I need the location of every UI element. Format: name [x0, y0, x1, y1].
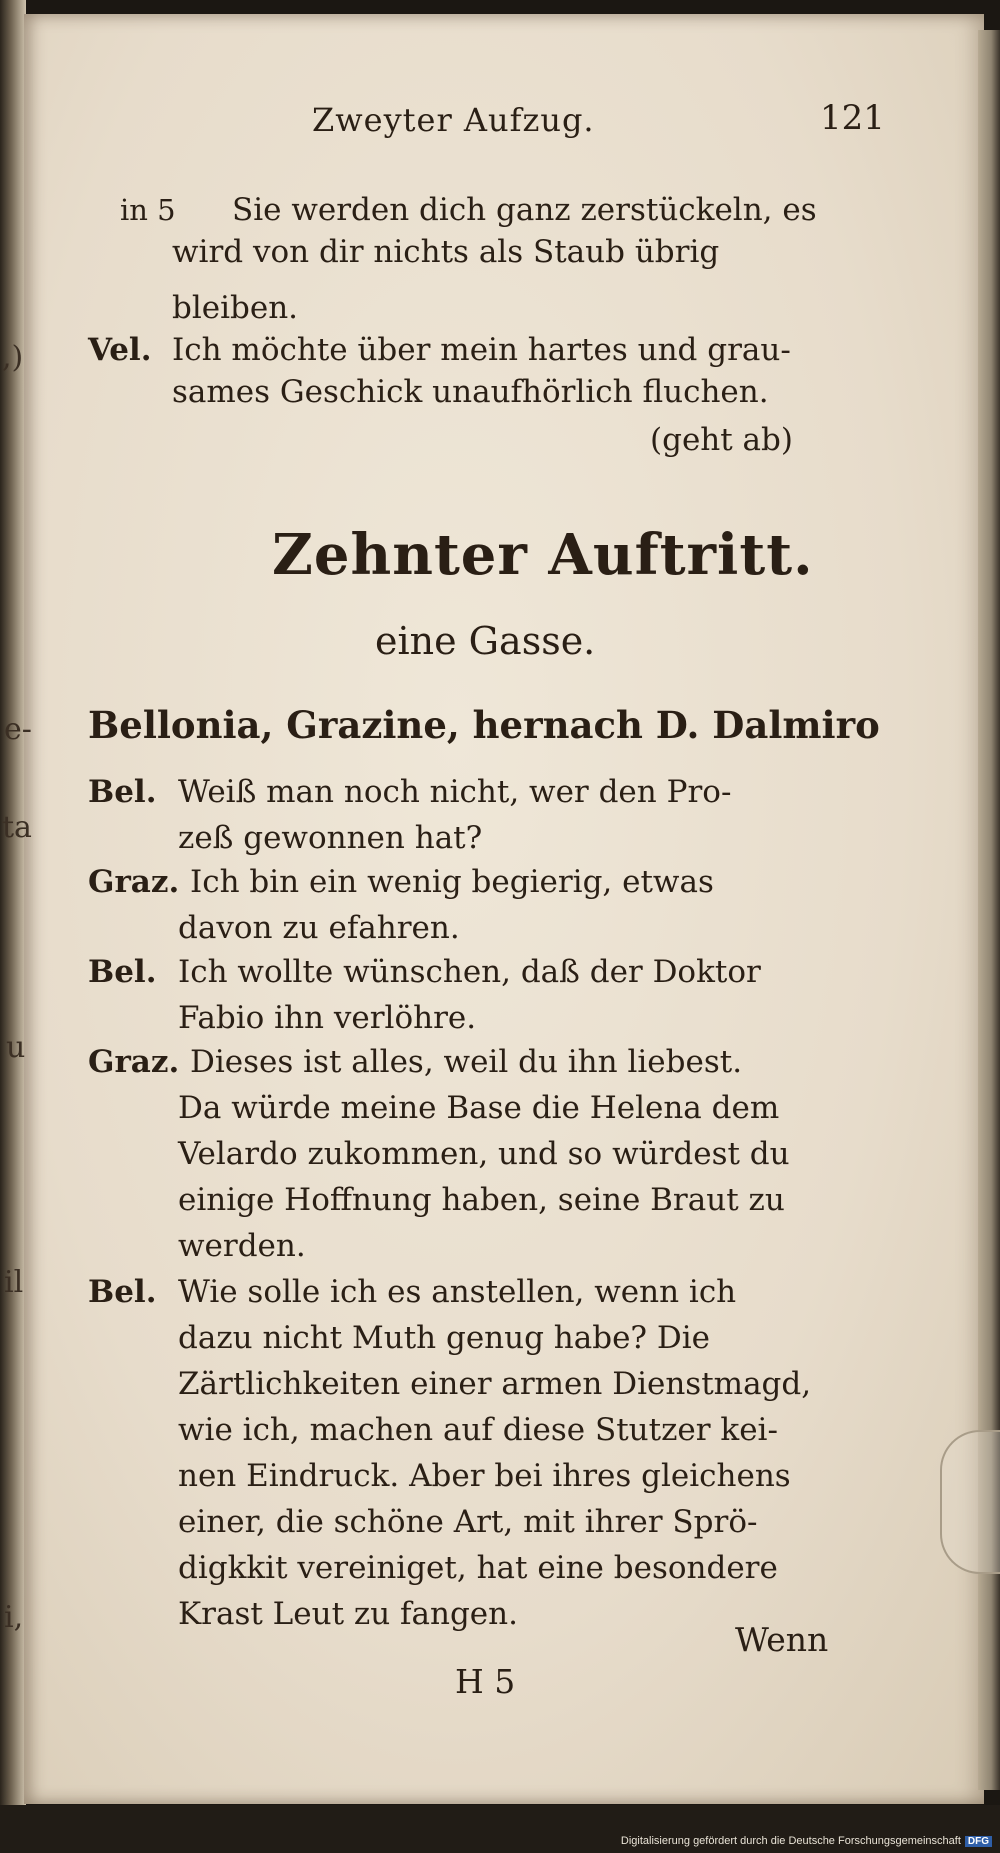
scene-title: Zehnter Auftritt.: [272, 522, 814, 588]
text-line: einer, die schöne Art, mit ihrer Sprö-: [178, 1504, 758, 1540]
speaker-label: Bel.: [88, 774, 157, 810]
text-line: Ich möchte über mein hartes und grau-: [172, 332, 791, 368]
dfg-logo: DFG: [965, 1836, 992, 1847]
running-title: Zweyter Aufzug.: [312, 101, 595, 139]
text-line: dazu nicht Muth genug habe? Die: [178, 1320, 711, 1356]
margin-fragment: ta: [2, 810, 32, 845]
text-line: bleiben.: [172, 290, 299, 326]
text-line: Krast Leut zu fangen.: [178, 1596, 518, 1632]
page-number: 121: [820, 98, 885, 138]
catchword: Wenn: [735, 1620, 829, 1659]
text-line: einige Hoffnung haben, seine Braut zu: [178, 1182, 785, 1218]
text-line: digkkit vereiniget, hat eine besondere: [178, 1550, 778, 1586]
scene-setting: eine Gasse.: [375, 619, 596, 663]
signature-mark: H 5: [455, 1662, 516, 1701]
text-line: Zärtlichkeiten einer armen Dienstmagd,: [178, 1366, 812, 1402]
text-line: Sie werden dich ganz zerstückeln, es: [232, 192, 817, 228]
text-line: Weiß man noch nicht, wer den Pro-: [178, 774, 732, 810]
margin-fragment: i,: [4, 1600, 24, 1635]
text-line: wie ich, machen auf diese Stutzer kei-: [178, 1412, 778, 1448]
text-line: werden.: [178, 1228, 306, 1264]
speaker-label: Graz.: [88, 1044, 180, 1080]
digitization-credit: [621, 1835, 992, 1847]
speaker-label: Bel.: [88, 954, 157, 990]
margin-note: in 5: [120, 193, 176, 227]
previous-page-edge: [0, 0, 26, 1810]
text-line: Da würde meine Base die Helena dem: [178, 1090, 780, 1126]
speaker-label: Vel.: [88, 332, 152, 368]
text-line: Fabio ihn verlöhre.: [178, 1000, 477, 1036]
text-line: davon zu efahren.: [178, 910, 460, 946]
text-line: zeß gewonnen hat?: [178, 820, 483, 856]
text-line: wird von dir nichts als Staub übrig: [172, 234, 720, 270]
margin-fragment: u: [6, 1030, 26, 1065]
stage-direction: (geht ab): [650, 422, 793, 458]
text-line: Velardo zukommen, und so würdest du: [178, 1136, 790, 1172]
digitization-note: Digitalisierung gefördert durch die Deutsche Forschungsgemeinschaft: [620, 1835, 961, 1847]
text-line: nen Eindruck. Aber bei ihres gleichens: [178, 1458, 791, 1494]
text-line: Ich wollte wünschen, daß der Doktor: [178, 954, 761, 990]
speaker-label: Bel.: [88, 1274, 157, 1310]
text-line: Wie solle ich es anstellen, wenn ich: [178, 1274, 737, 1310]
margin-fragment: e-: [4, 712, 32, 747]
page-clip: [940, 1430, 1000, 1574]
text-line: sames Geschick unaufhörlich fluchen.: [172, 374, 769, 410]
text-line: Dieses ist alles, weil du ihn liebest.: [190, 1044, 743, 1080]
speaker-label: Graz.: [88, 864, 180, 900]
text-line: Ich bin ein wenig begierig, etwas: [190, 864, 714, 900]
margin-fragment: il: [4, 1265, 24, 1300]
margin-fragment: ,): [2, 340, 24, 375]
footer-strip: [0, 1805, 1000, 1853]
character-list: Bellonia, Grazine, hernach D. Dalmiro: [88, 703, 880, 747]
